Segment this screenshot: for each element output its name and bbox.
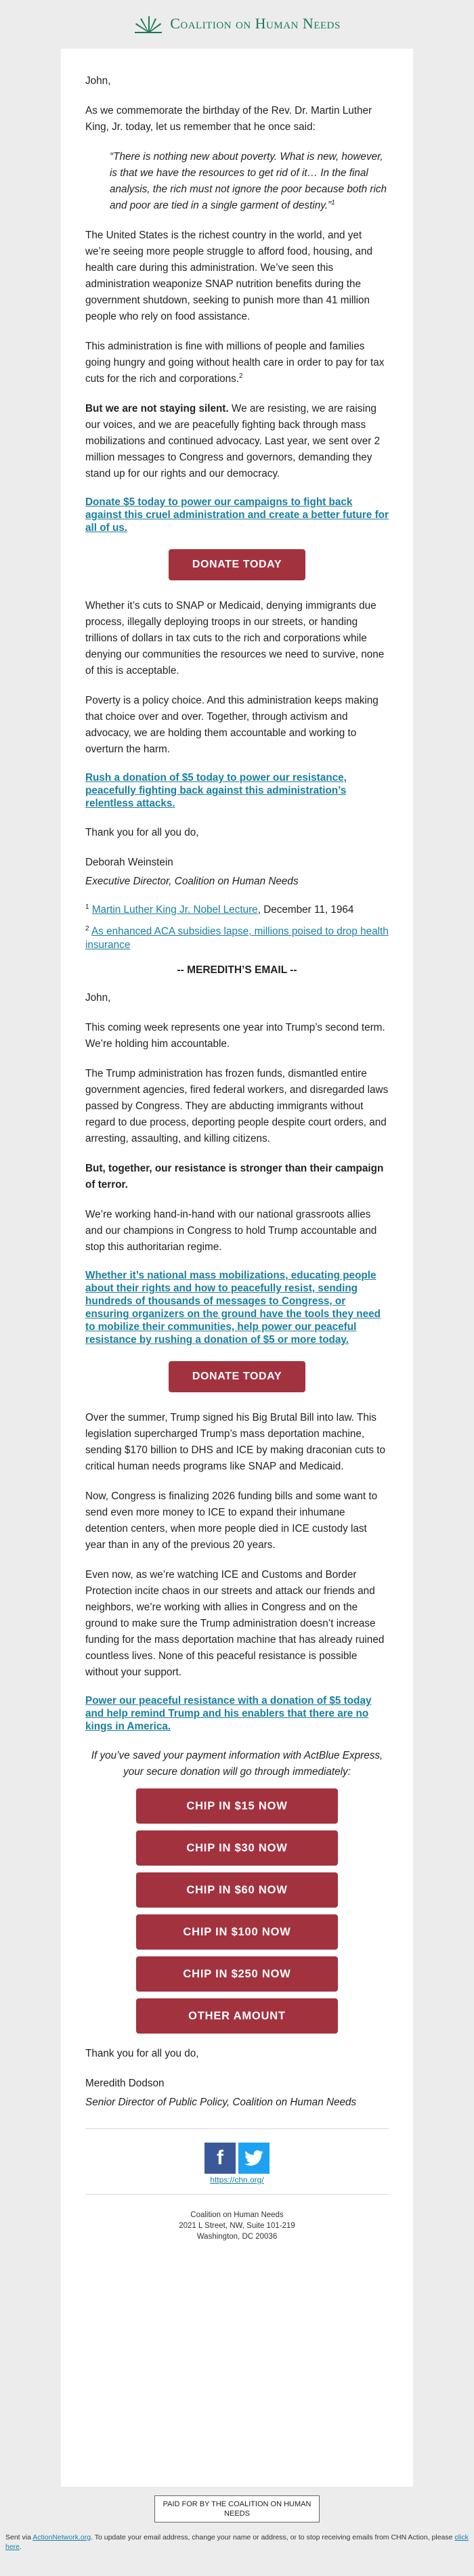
signer-name: Meredith Dodson [85, 2078, 165, 2089]
website-link[interactable]: https://chn.org/ [210, 2175, 264, 2185]
legal-text: Sent via [5, 2533, 33, 2541]
legal-text: . To update your email address, change your name or address, or to stop receiving emails from CHN Action, please [91, 2533, 455, 2541]
paragraph: Even now, as we’re watching ICE and Customs and Border Protection incite chaos in our streets and attack our friends and neighbors, we’re working with allies in Congress and on the ground to make sure the Trump administration doesn’t increase funding for the mass deportation machine that has already ruined countless lives. None of this peaceful resistance is possible without your support. [85, 1569, 385, 1678]
org-logo-text: Coalition on Human Needs [170, 15, 341, 32]
bold-paragraph: But, together, our resistance is stronger than their campaign of terror. [85, 1163, 384, 1190]
paragraph: The United States is the richest country in the world, and yet we’re seeing more people struggle to afford food, housing, and health care during this administration. We’ve seen this administration weaponize SNAP nutrition benefits during the government shutdown, seeking to punish more than 41 million people who rely on food assistance. [85, 230, 373, 322]
sign-off: Thank you for all you do, [85, 827, 199, 838]
greeting: John, [85, 992, 111, 1004]
paragraph: Over the summer, Trump signed his Big Brutal Bill into law. This legislation supercharged Trump’s mass deportation machine, sending $170 billion to DHS and ICE by making draconian cuts to critical human needs programs like SNAP and Medicaid. [85, 1412, 386, 1472]
paragraph-text: This administration is fine with millions of people and families going hungry and going without health care in order to pay for tax cuts for the rich and corporations. [85, 341, 385, 385]
donate-link[interactable]: Rush a donation of $5 today to power our resistance, peacefully fighting back against this administration’s relentless attacks. [85, 772, 347, 809]
paragraph: This coming week represents one year into Trump’s second term. We’re holding him accountable. [85, 1022, 385, 1050]
divider [85, 2128, 389, 2129]
footnote-1 [85, 903, 389, 917]
donate-button[interactable]: DONATE TODAY [169, 1361, 305, 1392]
twitter-icon[interactable] [238, 2143, 270, 2174]
paragraph [85, 339, 389, 387]
facebook-icon[interactable]: f [204, 2143, 236, 2174]
paragraph: Whether it’s cuts to SNAP or Medicaid, denying immigrants due process, illegally deploying troops in our streets, or handing trillions of dollars in tax cuts to the rich and corporations while denying our communities the resources we need to survive, none of this is acceptable. [85, 600, 385, 677]
chip-in-60-button[interactable]: CHIP IN $60 NOW [136, 1872, 338, 1908]
footnote-2 [85, 925, 389, 952]
chip-in-30-button[interactable]: CHIP IN $30 NOW [136, 1830, 338, 1866]
donate-link[interactable]: Donate $5 today to power our campaigns to fight back against this cruel administration and create a better future for all of us. [85, 496, 389, 534]
social-links [85, 2143, 389, 2185]
paragraph: We’re working hand-in-hand with our national grassroots allies and our champions in Congress to hold Trump accountable and stop this authoritarian regime. [85, 1209, 377, 1253]
mailing-address [85, 2210, 389, 2242]
footnote-ref[interactable]: 2 [239, 372, 243, 380]
donate-button-wrap [85, 1361, 389, 1392]
footnote-number: 2 [85, 924, 89, 932]
paragraph [85, 401, 389, 482]
meredith-email-divider: -- MEREDITH’S EMAIL -- [177, 964, 297, 976]
footnote-link[interactable]: Martin Luther King Jr. Nobel Lecture [91, 904, 258, 916]
address-street: 2021 L Street, NW, Suite 101-219 [179, 2222, 295, 2230]
signer-name: Deborah Weinstein [85, 857, 173, 868]
paragraph: Now, Congress is finalizing 2026 funding bills and some want to send even more money to ICE to expand their inhumane detention centers, when more people died in ICE custody last year than in any of the previous 20 years. [85, 1490, 378, 1551]
greeting: John, [85, 75, 111, 87]
paragraph: The Trump administration has frozen funds, dismantled entire government agencies, fired federal workers, and disregarded laws passed by Congress. They are abducting immigrants without regard to due process, deporting people despite court orders, and arresting, assaulting, and killing citizens. [85, 1068, 389, 1144]
bold-lead: But we are not staying silent. [85, 403, 229, 414]
actblue-note: If you’ve saved your payment information with ActBlue Express, your secure donation will go through immediately: [91, 1750, 383, 1778]
chip-in-100-button[interactable]: CHIP IN $100 NOW [136, 1914, 338, 1950]
other-amount-button[interactable]: OTHER AMOUNT [136, 1998, 338, 2034]
intro-paragraph: As we commemorate the birthday of the Rev. Dr. Martin Luther King, Jr. today, let us remember that he once said: [85, 105, 372, 133]
email-body [61, 49, 413, 2487]
paragraph-text: We are resisting, we are raising our voices, and we are peacefully fighting back through mass mobilizations and continued advocacy. Last year, we sent over 2 million messages to Congress and governors, demanding they stand up for our rights and our democracy. [85, 403, 381, 479]
paid-for-disclaimer: PAID FOR BY THE COALITION ON HUMAN NEEDS [154, 2495, 320, 2523]
donate-button[interactable]: DONATE TODAY [169, 549, 305, 580]
mlk-quote [85, 149, 389, 214]
divider [85, 2194, 389, 2195]
donate-button-wrap [85, 549, 389, 580]
footnote-link[interactable]: As enhanced ACA subsidies lapse, millions poised to drop health insurance [85, 926, 389, 951]
chip-in-250-button[interactable]: CHIP IN $250 NOW [136, 1956, 338, 1992]
signer-title: Executive Director, Coalition on Human Needs [85, 876, 299, 887]
chip-in-buttons [85, 1788, 389, 2034]
email-header [0, 0, 474, 47]
legal-footer [5, 2533, 469, 2552]
address-name: Coalition on Human Needs [190, 2211, 284, 2219]
unsubscribe-link[interactable]: click here [5, 2533, 469, 2551]
quote-text: “There is nothing new about poverty. What is new, however, is that we have the resources to get rid of it… In the final analysis, the rich must not ignore the poor because both rich and poor are tied in a single garment of destiny.” [110, 151, 387, 211]
actionnetwork-link[interactable]: ActionNetwork.org [33, 2533, 91, 2541]
legal-text: . [20, 2543, 22, 2551]
sunburst-logo-icon [133, 14, 163, 34]
footnote-ref[interactable]: 1 [331, 198, 335, 207]
footnote-date: , December 11, 1964 [257, 904, 354, 916]
sign-off: Thank you for all you do, [85, 2048, 199, 2059]
paragraph: Poverty is a policy choice. And this administration keeps making that choice over and over. Together, through activism and advocacy, we are holding them accountable and working to overturn the harm. [85, 695, 379, 755]
chip-in-15-button[interactable]: CHIP IN $15 NOW [136, 1788, 338, 1824]
donate-link[interactable]: Power our peaceful resistance with a donation of $5 today and help remind Trump and his enablers that there are no kings in America. [85, 1695, 372, 1732]
address-city: Washington, DC 20036 [196, 2233, 278, 2241]
donate-link[interactable]: Whether it’s national mass mobilizations, educating people about their rights and how to peacefully resist, sending hundreds of thousands of messages to Congress, or ensuring organizers on the ground have the tools they need to mobilize their communities, help power our peaceful resistance by rushing a donation of $5 or more today. [85, 1270, 381, 1346]
footnote-number: 1 [85, 903, 89, 911]
signer-title: Senior Director of Public Policy, Coalition on Human Needs [85, 2097, 357, 2108]
